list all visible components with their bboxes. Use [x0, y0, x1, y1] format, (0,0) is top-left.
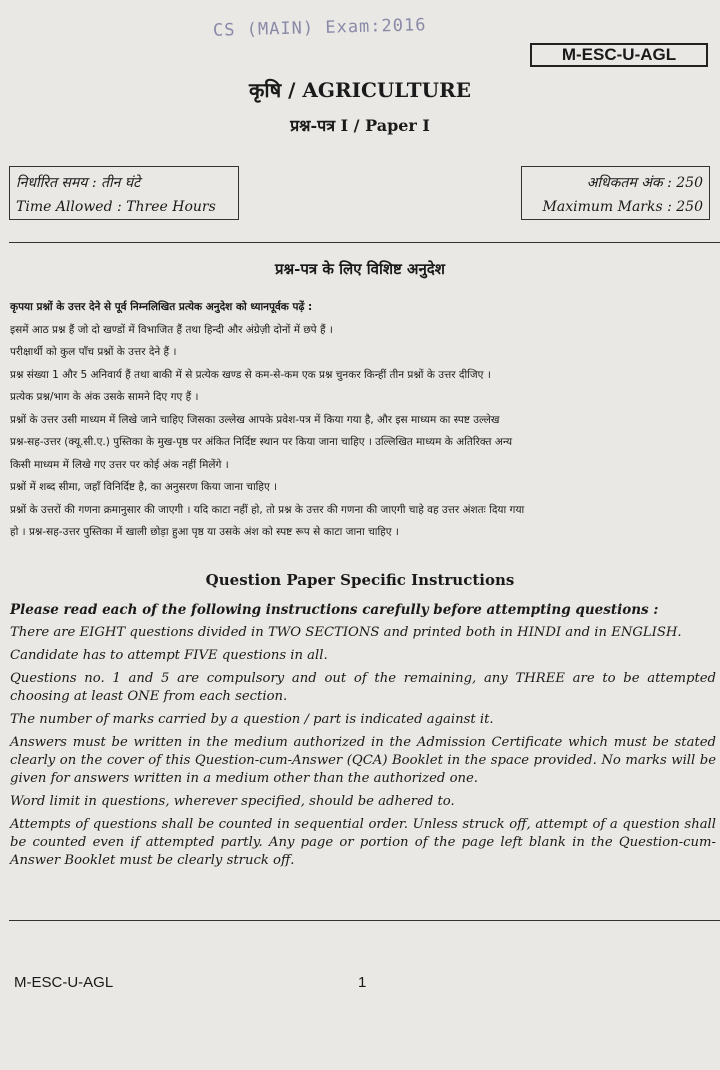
maximum-marks-english: Maximum Marks : 250 — [542, 199, 703, 215]
exam-stamp: CS (MAIN) Exam:2016 — [212, 15, 427, 41]
hindi-line: परीक्षार्थी को कुल पाँच प्रश्नों के उत्तर देने हैं । — [10, 346, 177, 358]
page-number: 1 — [358, 974, 367, 991]
page-title: कृषि / AGRICULTURE — [249, 78, 471, 102]
instruction-paragraph: Attempts of questions shall be counted in sequential order. Unless struck off, attempt of a question shall be counted even if attempted partly. Any page or portion of the page left blank in the Question-cum-Answer Booklet must be clearly struck off. — [10, 817, 716, 868]
hindi-instructions-heading: प्रश्न-पत्र के लिए विशिष्ट अनुदेश — [275, 260, 445, 278]
instructions-lead: Please read each of the following instructions carefully before attempting questions : — [10, 602, 659, 618]
english-instructions — [10, 601, 716, 875]
instruction-paragraph: The number of marks carried by a question / part is indicated against it. — [10, 712, 494, 727]
paper-subtitle: प्रश्न-पत्र I / Paper I — [290, 116, 430, 135]
hindi-line: प्रत्येक प्रश्न/भाग के अंक उसके सामने दिए गए हैं । — [10, 391, 199, 403]
time-allowed-english: Time Allowed : Three Hours — [16, 199, 216, 215]
hindi-instructions — [10, 296, 715, 544]
footer-paper-code: M-ESC-U-AGL — [14, 974, 114, 991]
instruction-paragraph: Answers must be written in the medium authorized in the Admission Certificate which must be stated clearly on the cover of this Question-cum-Answer (QCA) Booklet in the space provided. No marks will be given for answers written in a medium other than the authorized one. — [10, 735, 716, 786]
paper-code-box: M-ESC-U-AGL — [530, 43, 708, 67]
hindi-line: प्रश्नों में शब्द सीमा, जहाँ विनिर्दिष्ट है, का अनुसरण किया जाना चाहिए । — [10, 481, 278, 493]
hindi-line: कृपया प्रश्नों के उत्तर देने से पूर्व निम्नलिखित प्रत्येक अनुदेश को ध्यानपूर्वक पढ़ें : — [10, 301, 313, 313]
instruction-paragraph: Questions no. 1 and 5 are compulsory and out of the remaining, any THREE are to be attempted choosing at least ONE from each section. — [10, 671, 716, 704]
divider-top — [9, 242, 720, 243]
time-allowed-box — [9, 166, 239, 220]
hindi-line: प्रश्नों के उत्तर उसी माध्यम में लिखे जाने चाहिए जिसका उल्लेख आपके प्रवेश-पत्र में किया गया है, और इस माध्यम का स्पष्ट उल्लेख — [10, 413, 500, 426]
divider-bottom — [9, 920, 720, 921]
instruction-paragraph: Candidate has to attempt FIVE questions in all. — [10, 648, 328, 663]
hindi-line: प्रश्न संख्या 1 और 5 अनिवार्य हैं तथा बाकी में से प्रत्येक खण्ड से कम-से-कम एक प्रश्न चुनकर किन्हीं तीन प्रश्नों के उत्तर दीजिए । — [10, 368, 491, 381]
english-instructions-heading: Question Paper Specific Instructions — [205, 571, 515, 589]
maximum-marks-hindi: अधिकतम अंक : 250 — [586, 175, 703, 191]
instruction-paragraph: There are EIGHT questions divided in TWO SECTIONS and printed both in HINDI and in ENGLISH. — [10, 625, 682, 640]
hindi-line: प्रश्न-सह-उत्तर (क्यू.सी.ए.) पुस्तिका के मुख-पृष्ठ पर अंकित निर्दिष्ट स्थान पर किया जाना चाहिए । उल्लिखित माध्यम के अतिरिक्त अन्य — [10, 436, 513, 448]
hindi-line: किसी माध्यम में लिखे गए उत्तर पर कोई अंक नहीं मिलेंगे । — [10, 458, 229, 471]
hindi-line: हो । प्रश्न-सह-उत्तर पुस्तिका में खाली छोड़ा हुआ पृष्ठ या उसके अंश को स्पष्ट रूप से काटा जाना चाहिए । — [10, 526, 399, 538]
time-allowed-hindi: निर्धारित समय : तीन घंटे — [16, 175, 141, 191]
instruction-paragraph: Word limit in questions, wherever specified, should be adhered to. — [10, 794, 455, 809]
hindi-line: इसमें आठ प्रश्न हैं जो दो खण्डों में विभाजित हैं तथा हिन्दी और अंग्रेज़ी दोनों में छपे हैं । — [10, 323, 333, 336]
maximum-marks-box — [521, 166, 710, 220]
hindi-line: प्रश्नों के उत्तरों की गणना क्रमानुसार की जाएगी । यदि काटा नहीं हो, तो प्रश्न के उत्तर की गणना की जाएगी चाहे वह उत्तर अंशतः दिया गया — [10, 503, 525, 516]
